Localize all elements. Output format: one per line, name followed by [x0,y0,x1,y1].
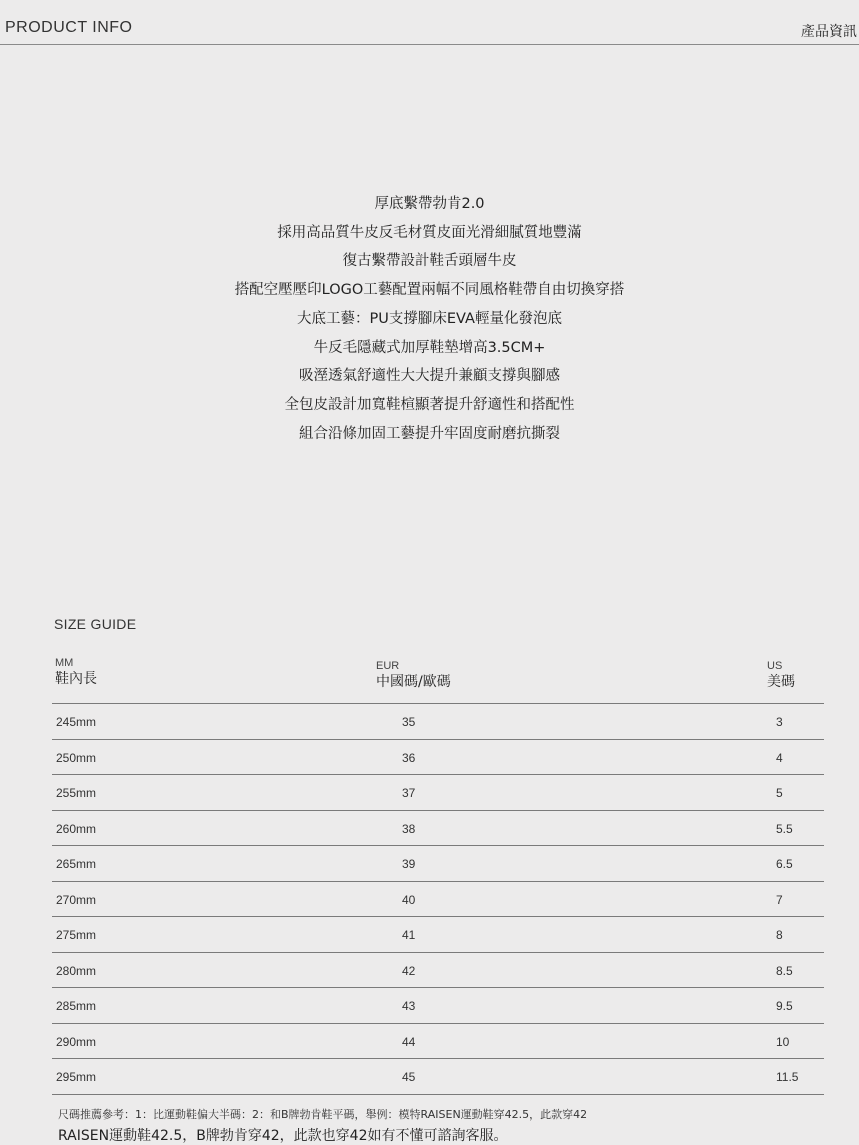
description-line: 大底工藝：PU支撐腳床EVA輕量化發泡底 [297,310,562,327]
column-code: EUR [376,660,400,672]
cell-eur: 40 [402,892,416,907]
cell-eur: 35 [402,715,416,729]
page-header [0,0,859,45]
column-header-mm [55,657,97,688]
table-row [52,1058,824,1095]
cell-us: 11.5 [776,1070,799,1084]
column-label: 中國碼/歐碼 [376,674,451,690]
cell-us: 4 [776,750,783,765]
cell-eur: 36 [402,750,416,765]
cell-us: 3 [776,715,783,729]
table-row [52,739,824,775]
cell-eur: 37 [402,786,416,800]
cell-us: 6.5 [776,857,793,871]
cell-mm: 260mm [56,821,97,836]
product-info-heading: PRODUCT INFO [5,19,133,36]
cell-us: 8.5 [776,963,793,978]
cell-mm: 270mm [56,892,97,907]
table-row [52,774,824,810]
cell-mm: 250mm [56,750,97,765]
cell-mm: 265mm [56,857,97,871]
cell-us: 7 [776,892,783,907]
cell-mm: 295mm [56,1070,97,1084]
cell-us: 5.5 [776,821,793,836]
product-title: 厚底繫帶勃肯2.0 [374,196,485,212]
size-table [52,703,824,1095]
cell-us: 10 [776,1034,790,1049]
table-row [52,881,824,917]
size-recommendation-note-2: RAISEN運動鞋42.5，B牌勃肯穿42，此款也穿42如有不懂可諮詢客服。 [58,1128,508,1144]
cell-eur: 38 [402,821,416,836]
cell-eur: 43 [402,999,416,1013]
cell-mm: 245mm [56,715,97,729]
table-row [52,987,824,1023]
cell-us: 9.5 [776,999,793,1013]
table-row [52,845,824,881]
column-code: MM [55,657,74,669]
cell-us: 5 [776,786,783,800]
column-header-eur [376,660,451,691]
description-line: 組合沿條加固工藝提升牢固度耐磨抗撕裂 [299,425,560,442]
size-recommendation-note: 尺碼推薦參考：1：比運動鞋偏大半碼：2：和B牌勃肯鞋平碼，舉例：模特RAISEN運動鞋穿42.5，此款穿42 [58,1108,588,1121]
cell-mm: 280mm [56,963,97,978]
cell-eur: 39 [402,857,416,871]
cell-mm: 285mm [56,999,97,1013]
cell-mm: 290mm [56,1034,97,1049]
size-guide-title: SIZE GUIDE [54,616,137,632]
column-header-us [767,660,795,691]
cell-eur: 45 [402,1070,416,1084]
cell-mm: 275mm [56,928,97,942]
description-line: 牛反毛隱藏式加厚鞋墊增高3.5CM+ [313,339,546,356]
product-description [0,190,859,448]
description-line: 全包皮設計加寬鞋楦顯著提升舒適性和搭配性 [284,396,575,413]
table-row [52,810,824,846]
cell-eur: 41 [402,928,416,942]
column-label: 鞋內長 [55,671,97,687]
description-line: 搭配空壓壓印LOGO工藝配置兩幅不同風格鞋帶自由切換穿搭 [234,282,625,299]
cell-mm: 255mm [56,786,97,800]
cell-eur: 42 [402,963,416,978]
table-row [52,916,824,952]
column-code: US [767,660,783,672]
cell-us: 8 [776,928,783,942]
table-row [52,1023,824,1059]
description-line: 採用高品質牛皮反毛材質皮面光滑細膩質地豐滿 [277,224,582,241]
description-line: 吸溼透氣舒適性大大提升兼顧支撐與腳感 [299,368,560,385]
table-row [52,703,824,739]
column-label: 美碼 [767,674,795,690]
table-row [52,952,824,988]
cell-eur: 44 [402,1034,416,1049]
product-info-heading-zh: 產品資訊 [801,24,857,40]
description-line: 復古繫帶設計鞋舌頭層牛皮 [342,253,517,270]
